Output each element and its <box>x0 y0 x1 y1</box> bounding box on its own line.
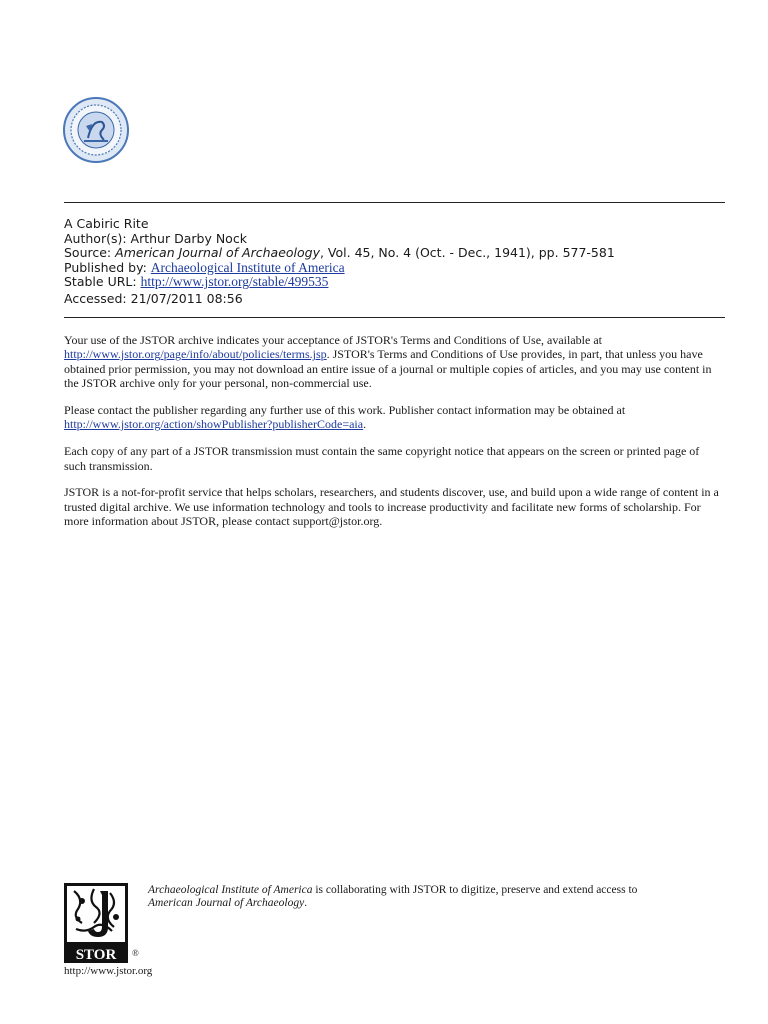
collab-journal: American Journal of Archaeology <box>148 896 305 909</box>
aia-seal-icon <box>62 96 130 164</box>
source-details: , Vol. 45, No. 4 (Oct. - Dec., 1941), pp. 577-581 <box>319 245 615 261</box>
collab-text: is collaborating with JSTOR to digitize, preserve and extend access to <box>312 884 638 896</box>
accessed-line <box>64 292 725 307</box>
stable-url-label: Stable URL: <box>64 274 137 290</box>
middle-divider <box>64 317 725 318</box>
terms-link[interactable]: http://www.jstor.org/page/info/about/policies/terms.jsp <box>64 347 327 362</box>
authors-line <box>64 232 725 247</box>
stable-url-link[interactable]: http://www.jstor.org/stable/499535 <box>140 274 329 290</box>
collab-publisher: Archaeological Institute of America <box>148 884 313 896</box>
terms-text-start: Your use of the JSTOR archive indicates your acceptance of JSTOR's Terms and Conditions of Use, available at <box>64 333 602 347</box>
publisher-contact-text: Please contact the publisher regarding any further use of this work. Publisher contact information may be obtained at <box>64 402 626 417</box>
publisher-label: Published by: <box>64 259 147 275</box>
accessed-date: 21/07/2011 08:56 <box>130 290 243 306</box>
source-journal: American Journal of Archaeology <box>115 245 320 261</box>
terms-paragraph <box>64 333 724 391</box>
collab-period: . <box>304 896 308 909</box>
jstor-logo-icon <box>64 883 128 963</box>
publisher-contact-link[interactable]: http://www.jstor.org/action/showPublisher?publisherCode=aia <box>64 417 364 432</box>
authors-value: Arthur Darby Nock <box>130 230 247 246</box>
stable-url-line <box>64 275 725 290</box>
publisher-contact-paragraph <box>64 403 724 432</box>
collaboration-statement <box>148 884 728 909</box>
article-title: A Cabiric Rite <box>64 216 149 231</box>
publisher-link[interactable]: Archaeological Institute of America <box>150 259 345 275</box>
logo-wordmark: STOR <box>75 947 117 963</box>
top-divider <box>64 202 725 203</box>
source-line <box>64 246 725 261</box>
authors-label: Author(s): <box>64 230 127 246</box>
jstor-url[interactable]: http://www.jstor.org <box>64 965 153 977</box>
jstor-info-paragraph: JSTOR is a not-for-profit service that helps scholars, researchers, and students discover, use, and build upon a wide range of content in a trusted digital archive. We use information technology and tools to increase productivity and facilitate new forms of scholarship. For more information about JSTOR, please contact support@jstor.org. <box>64 485 719 529</box>
terms-text-end: . JSTOR's Terms and Conditions of Use provides, in part, that unless you have obtained prior permission, you may not download an entire issue of a journal or multiple copies of articles, and you may use content in the JSTOR archive only for your personal, non-commercial use. <box>64 347 712 391</box>
accessed-label: Accessed: <box>64 290 127 306</box>
citation-block <box>64 217 725 307</box>
copyright-paragraph: Each copy of any part of a JSTOR transmission must contain the same copyright notice that appears on the screen or printed page of such transmission. <box>64 444 700 473</box>
publisher-line <box>64 261 725 276</box>
publisher-contact-period: . <box>363 417 367 432</box>
source-label: Source: <box>64 245 112 261</box>
terms-notice <box>64 333 724 528</box>
registered-mark: ® <box>132 948 139 958</box>
